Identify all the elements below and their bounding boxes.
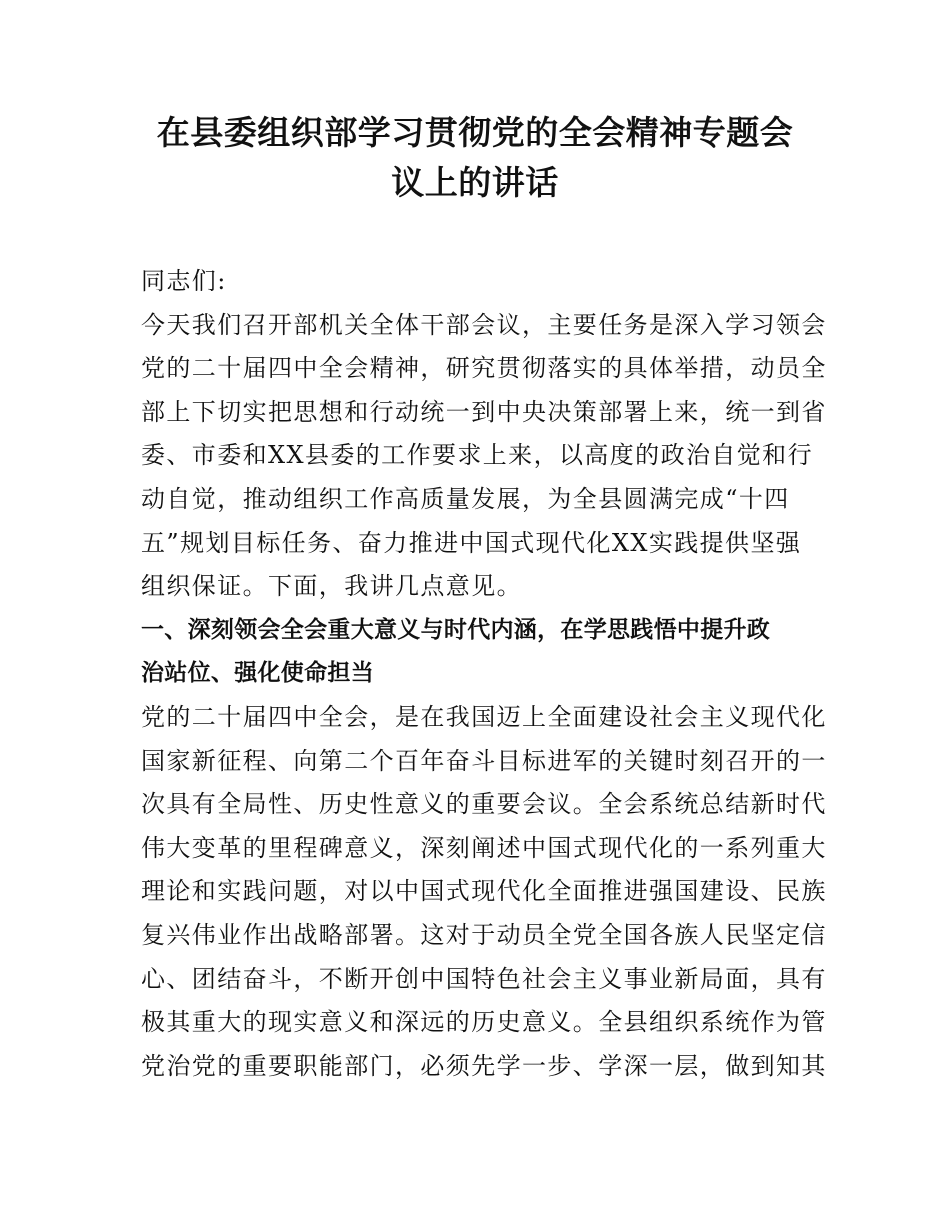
title-line-2: 议上的讲话 bbox=[391, 163, 559, 202]
salutation: 同志们: bbox=[141, 267, 227, 295]
document-title bbox=[120, 108, 830, 208]
paragraph-line: 党的二十届四中全会精神，研究贯彻落实的具体举措，动员全 bbox=[141, 354, 827, 383]
paragraph-line: 党的二十届四中全会，是在我国迈上全面建设社会主义现代化 bbox=[141, 702, 827, 731]
paragraph-line: 五”规划目标任务、奋力推进中国式现代化XX实践提供坚强 bbox=[141, 528, 802, 557]
paragraph-line: 极其重大的现实意义和深远的历史意义。全县组织系统作为管 bbox=[141, 1008, 827, 1037]
paragraph-line: 伟大变革的里程碑意义，深刻阐述中国式现代化的一系列重大 bbox=[141, 833, 827, 862]
paragraph-line: 理论和实践问题，对以中国式现代化全面推进强国建设、民族 bbox=[141, 877, 827, 906]
paragraph-line: 党治党的重要职能部门，必须先学一步、学深一层，做到知其 bbox=[141, 1051, 827, 1080]
paragraph-line: 动自觉，推动组织工作高质量发展，为全县圆满完成“十四 bbox=[141, 484, 790, 513]
paragraph-line: 组织保证。下面，我讲几点意见。 bbox=[141, 572, 522, 601]
paragraph-line: 部上下切实把思想和行动统一到中央决策部署上来，统一到省 bbox=[141, 397, 827, 426]
section-heading: 治站位、强化使命担当 bbox=[141, 660, 374, 687]
paragraph-line: 今天我们召开部机关全体干部会议，主要任务是深入学习领会 bbox=[141, 310, 827, 339]
document-body bbox=[141, 260, 827, 1088]
paragraph-line: 次具有全局性、历史性意义的重要会议。全会系统总结新时代 bbox=[141, 790, 827, 819]
paragraph-line: 委、市委和XX县委的工作要求上来，以高度的政治自觉和行 bbox=[141, 441, 813, 470]
section-heading: 一、深刻领会全会重大意义与时代内涵，在学思践悟中提升政 bbox=[141, 616, 771, 643]
paragraph-line: 国家新征程、向第二个百年奋斗目标进军的关键时刻召开的一 bbox=[141, 746, 827, 775]
paragraph-line: 复兴伟业作出战略部署。这对于动员全党全国各族人民坚定信 bbox=[141, 920, 827, 949]
paragraph-line: 心、团结奋斗，不断开创中国特色社会主义事业新局面，具有 bbox=[141, 964, 827, 993]
title-line-1: 在县委组织部学习贯彻党的全会精神专题会 bbox=[156, 113, 794, 152]
